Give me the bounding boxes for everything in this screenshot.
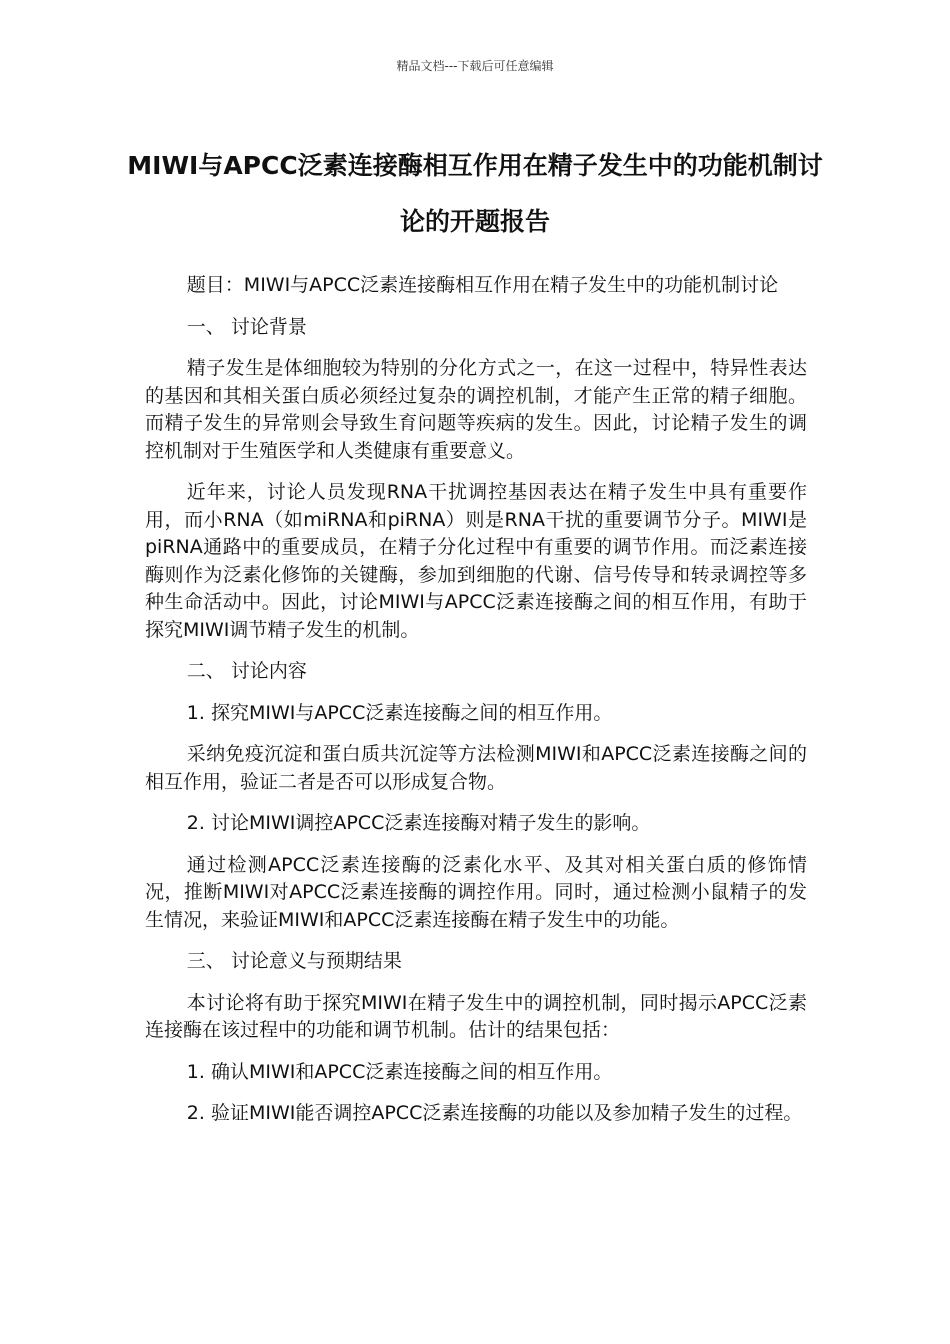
document-body bbox=[145, 272, 807, 1142]
header-note: 精品文档---下载后可任意编辑 bbox=[396, 59, 554, 73]
paragraph-topic: 题目：MIWI与APCC泛素连接酶相互作用在精子发生中的功能机制讨论 bbox=[186, 274, 779, 296]
section-heading-content: 二、 讨论内容 bbox=[186, 660, 307, 682]
document-title: MIWI与APCC泛素连接酶相互作用在精子发生中的功能机制讨论的开题报告 bbox=[127, 151, 823, 236]
paragraph: 精子发生是体细胞较为特别的分化方式之一，在这一过程中，特异性表达的基因和其相关蛋白质必须经过复杂的调控机制，才能产生正常的精子细胞。而精子发生的异常则会导致生育问题等疾病的发生。因此，讨论精子发生的调控机制对于生殖医学和人类健康有重要意义。 bbox=[145, 357, 807, 462]
paragraph: 采纳免疫沉淀和蛋白质共沉淀等方法检测MIWI和APCC泛素连接酶之间的相互作用，验证二者是否可以形成复合物。 bbox=[145, 743, 807, 793]
paragraph: 近年来，讨论人员发现RNA干扰调控基因表达在精子发生中具有重要作用，而小RNA（如miRNA和piRNA）则是RNA干扰的重要调节分子。MIWI是piRNA通路中的重要成员，在精子分化过程中有重要的调节作用。而泛素连接酶则作为泛素化修饰的关键酶，参加到细胞的代谢、信号传导和转录调控等多种生命活动中。因此，讨论MIWI与APCC泛素连接酶之间的相互作用，有助于探究MIWI调节精子发生的机制。 bbox=[145, 481, 807, 641]
list-item: 2. 验证MIWI能否调控APCC泛素连接酶的功能以及参加精子发生的过程。 bbox=[186, 1102, 803, 1124]
list-item: 2. 讨论MIWI调控APCC泛素连接酶对精子发生的影响。 bbox=[186, 812, 651, 834]
list-item: 1. 确认MIWI和APCC泛素连接酶之间的相互作用。 bbox=[186, 1060, 613, 1083]
paragraph: 通过检测APCC泛素连接酶的泛素化水平、及其对相关蛋白质的修饰情况，推断MIWI对APCC泛素连接酶的调控作用。同时，通过检测小鼠精子的发生情况，来验证MIWI和APCC泛素连接酶在精子发生中的功能。 bbox=[145, 853, 807, 931]
list-item: 1. 探究MIWI与APCC泛素连接酶之间的相互作用。 bbox=[186, 701, 613, 724]
section-heading-background: 一、 讨论背景 bbox=[186, 315, 307, 338]
paragraph: 本讨论将有助于探究MIWI在精子发生中的调控机制，同时揭示APCC泛素连接酶在该过程中的功能和调节机制。估计的结果包括： bbox=[145, 991, 807, 1041]
section-heading-significance: 三、 讨论意义与预期结果 bbox=[186, 950, 402, 972]
